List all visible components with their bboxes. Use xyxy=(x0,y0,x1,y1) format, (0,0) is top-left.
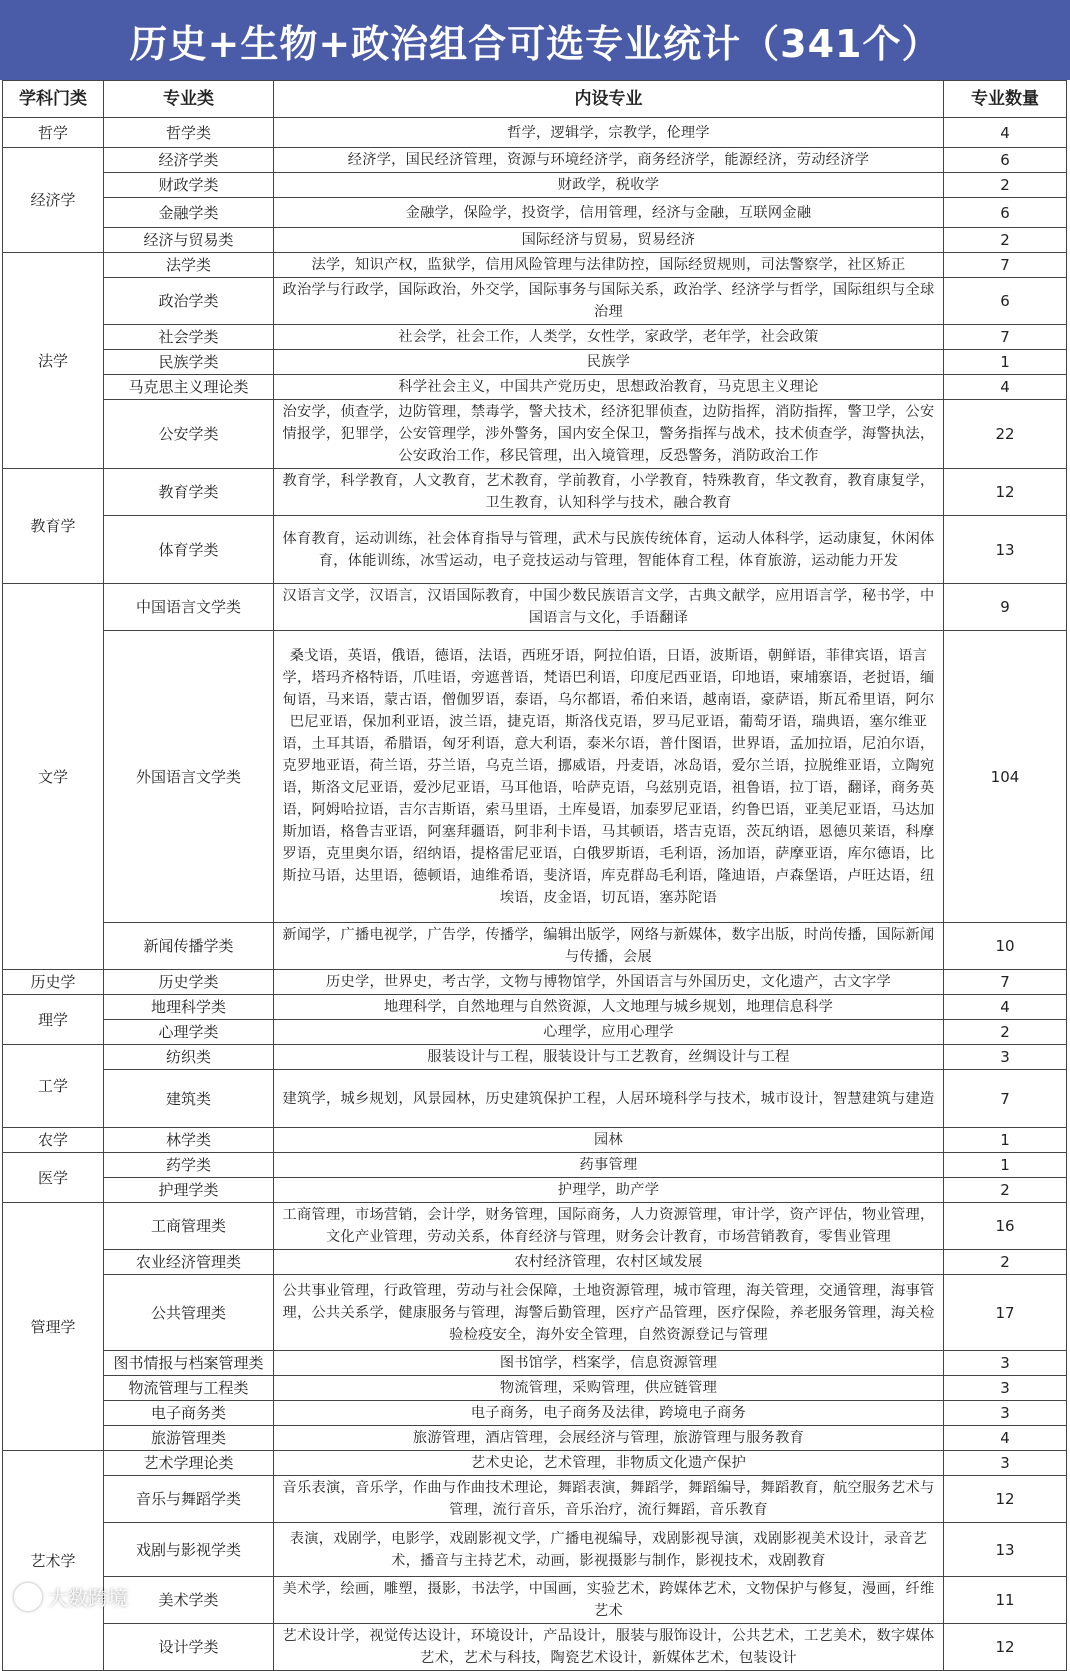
table-row xyxy=(3,1020,1067,1045)
major-count-cell: 3 xyxy=(944,1351,1067,1376)
major-class-cell: 经济与贸易类 xyxy=(104,228,274,253)
discipline-category-cell: 管理学 xyxy=(3,1203,104,1451)
majors-list-cell: 财政学，税收学 xyxy=(274,173,944,198)
header-count: 专业数量 xyxy=(944,81,1067,118)
major-count-cell: 3 xyxy=(944,1045,1067,1070)
major-class-cell: 林学类 xyxy=(104,1128,274,1153)
major-count-cell: 7 xyxy=(944,970,1067,995)
table-row xyxy=(3,198,1067,228)
major-class-cell: 马克思主义理论类 xyxy=(104,375,274,400)
discipline-category-cell: 医学 xyxy=(3,1153,104,1203)
major-class-cell: 音乐与舞蹈学类 xyxy=(104,1476,274,1523)
table-row xyxy=(3,350,1067,375)
table-row xyxy=(3,1624,1067,1671)
major-class-cell: 物流管理与工程类 xyxy=(104,1376,274,1401)
major-count-cell: 4 xyxy=(944,1426,1067,1451)
major-count-cell: 2 xyxy=(944,1178,1067,1203)
table-row xyxy=(3,631,1067,923)
majors-list-cell: 公共事业管理，行政管理，劳动与社会保障，土地资源管理，城市管理，海关管理，交通管理，海事管理，公共关系学，健康服务与管理，海警后勤管理，医疗产品管理，医疗保险，养老服务管理，海关检验检疫安全，海外安全管理，自然资源登记与管理 xyxy=(274,1275,944,1351)
major-count-cell: 3 xyxy=(944,1376,1067,1401)
discipline-category-cell: 历史学 xyxy=(3,970,104,995)
major-count-cell: 9 xyxy=(944,584,1067,631)
watermark-text: 大数跨境 xyxy=(48,1586,128,1610)
majors-list-cell: 建筑学，城乡规划，风景园林，历史建筑保护工程，人居环境科学与技术，城市设计，智慧建筑与建造 xyxy=(274,1070,944,1128)
major-count-cell: 12 xyxy=(944,1624,1067,1671)
discipline-category-cell: 法学 xyxy=(3,253,104,469)
majors-list-cell: 新闻学，广播电视学，广告学，传播学，编辑出版学，网络与新媒体，数字出版，时尚传播，国际新闻与传播，会展 xyxy=(274,923,944,970)
major-class-cell: 工商管理类 xyxy=(104,1203,274,1250)
major-class-cell: 法学类 xyxy=(104,253,274,278)
major-count-cell: 2 xyxy=(944,1250,1067,1275)
majors-list-cell: 工商管理，市场营销，会计学，财务管理，国际商务，人力资源管理，审计学，资产评估，物业管理，文化产业管理，劳动关系，体育经济与管理，财务会计教育，市场营销教育，零售业管理 xyxy=(274,1203,944,1250)
major-class-cell: 农业经济管理类 xyxy=(104,1250,274,1275)
table-row xyxy=(3,1178,1067,1203)
major-count-cell: 7 xyxy=(944,1070,1067,1128)
major-class-cell: 中国语言文学类 xyxy=(104,584,274,631)
major-count-cell: 4 xyxy=(944,375,1067,400)
major-class-cell: 护理学类 xyxy=(104,1178,274,1203)
major-count-cell: 1 xyxy=(944,1153,1067,1178)
header-majors: 内设专业 xyxy=(274,81,944,118)
majors-list-cell: 政治学与行政学，国际政治，外交学，国际事务与国际关系，政治学、经济学与哲学，国际组织与全球治理 xyxy=(274,278,944,325)
majors-list-cell: 音乐表演，音乐学，作曲与作曲技术理论，舞蹈表演，舞蹈学，舞蹈编导，舞蹈教育，航空服务艺术与管理，流行音乐，音乐治疗，流行舞蹈，音乐教育 xyxy=(274,1476,944,1523)
table-row xyxy=(3,325,1067,350)
major-class-cell: 新闻传播学类 xyxy=(104,923,274,970)
table-row xyxy=(3,228,1067,253)
majors-list-cell: 美术学，绘画，雕塑，摄影，书法学，中国画，实验艺术，跨媒体艺术，文物保护与修复，漫画，纤维艺术 xyxy=(274,1577,944,1624)
table-row xyxy=(3,1070,1067,1128)
majors-list-cell: 教育学，科学教育，人文教育，艺术教育，学前教育，小学教育，特殊教育，华文教育，教育康复学，卫生教育，认知科学与技术，融合教育 xyxy=(274,469,944,516)
majors-list-cell: 民族学 xyxy=(274,350,944,375)
table-row xyxy=(3,278,1067,325)
table-header-row xyxy=(3,81,1067,118)
discipline-category-cell: 农学 xyxy=(3,1128,104,1153)
table-row xyxy=(3,516,1067,584)
major-count-cell: 7 xyxy=(944,325,1067,350)
majors-list-cell: 图书馆学，档案学，信息资源管理 xyxy=(274,1351,944,1376)
major-count-cell: 3 xyxy=(944,1451,1067,1476)
majors-list-cell: 治安学，侦查学，边防管理，禁毒学，警犬技术，经济犯罪侦查，边防指挥，消防指挥，警卫学，公安情报学，犯罪学，公安管理学，涉外警务，国内安全保卫，警务指挥与战术，技术侦查学，海警执法，公安政治工作，移民管理，出入境管理，反恐警务，消防政治工作 xyxy=(274,400,944,469)
major-class-cell: 财政学类 xyxy=(104,173,274,198)
major-class-cell: 历史学类 xyxy=(104,970,274,995)
discipline-category-cell: 理学 xyxy=(3,995,104,1045)
majors-list-cell: 历史学，世界史，考古学，文物与博物馆学，外国语言与外国历史，文化遗产，古文字学 xyxy=(274,970,944,995)
major-count-cell: 6 xyxy=(944,278,1067,325)
discipline-category-cell: 经济学 xyxy=(3,148,104,253)
discipline-category-cell: 哲学 xyxy=(3,118,104,148)
discipline-category-cell: 艺术学 xyxy=(3,1451,104,1671)
major-count-cell: 4 xyxy=(944,995,1067,1020)
table-row xyxy=(3,1128,1067,1153)
major-class-cell: 民族学类 xyxy=(104,350,274,375)
major-class-cell: 戏剧与影视学类 xyxy=(104,1523,274,1577)
major-class-cell: 外国语言文学类 xyxy=(104,631,274,923)
major-count-cell: 6 xyxy=(944,148,1067,173)
major-class-cell: 公共管理类 xyxy=(104,1275,274,1351)
discipline-category-cell: 文学 xyxy=(3,584,104,970)
table-row xyxy=(3,584,1067,631)
major-class-cell: 纺织类 xyxy=(104,1045,274,1070)
table-row xyxy=(3,1275,1067,1351)
majors-list-cell: 科学社会主义，中国共产党历史，思想政治教育，马克思主义理论 xyxy=(274,375,944,400)
major-count-cell: 7 xyxy=(944,253,1067,278)
table-row xyxy=(3,1045,1067,1070)
majors-list-cell: 农村经济管理，农村区域发展 xyxy=(274,1250,944,1275)
major-class-cell: 旅游管理类 xyxy=(104,1426,274,1451)
majors-list-cell: 心理学，应用心理学 xyxy=(274,1020,944,1045)
major-count-cell: 104 xyxy=(944,631,1067,923)
majors-list-cell: 法学，知识产权，监狱学，信用风险管理与法律防控，国际经贸规则，司法警察学，社区矫正 xyxy=(274,253,944,278)
major-class-cell: 设计学类 xyxy=(104,1624,274,1671)
majors-list-cell: 药事管理 xyxy=(274,1153,944,1178)
table-row xyxy=(3,1401,1067,1426)
major-class-cell: 药学类 xyxy=(104,1153,274,1178)
major-count-cell: 4 xyxy=(944,118,1067,148)
major-class-cell: 政治学类 xyxy=(104,278,274,325)
majors-list-cell: 服装设计与工程，服装设计与工艺教育，丝绸设计与工程 xyxy=(274,1045,944,1070)
major-count-cell: 22 xyxy=(944,400,1067,469)
major-class-cell: 电子商务类 xyxy=(104,1401,274,1426)
majors-list-cell: 经济学，国民经济管理，资源与环境经济学，商务经济学，能源经济，劳动经济学 xyxy=(274,148,944,173)
major-class-cell: 建筑类 xyxy=(104,1070,274,1128)
majors-list-cell: 桑戈语，英语，俄语，德语，法语，西班牙语，阿拉伯语，日语，波斯语，朝鲜语，菲律宾语，语言学，塔玛齐格特语，爪哇语，旁遮普语，梵语巴利语，印度尼西亚语，印地语，柬埔寨语，老挝语，缅甸语，马来语，蒙古语，僧伽罗语，泰语，乌尔都语，希伯来语，越南语，豪萨语，斯瓦希里语，阿尔巴尼亚语，保加利亚语，波兰语，捷克语，斯洛伐克语，罗马尼亚语，葡萄牙语，瑞典语，塞尔维亚语，土耳其语，希腊语，匈牙利语，意大利语，泰米尔语，普什图语，世界语，孟加拉语，尼泊尔语，克罗地亚语，荷兰语，芬兰语，乌克兰语，挪威语，丹麦语，冰岛语，爱尔兰语，拉脱维亚语，立陶宛语，斯洛文尼亚语，爱沙尼亚语，马耳他语，哈萨克语，乌兹别克语，祖鲁语，拉丁语，翻译，商务英语，阿姆哈拉语，吉尔吉斯语，索马里语，土库曼语，加泰罗尼亚语，约鲁巴语，亚美尼亚语，马达加斯加语，格鲁吉亚语，阿塞拜疆语，阿非利卡语，马其顿语，塔吉克语，茨瓦纳语，恩德贝莱语，科摩罗语，克里奥尔语，绍纳语，提格雷尼亚语，白俄罗斯语，毛利语，汤加语，萨摩亚语，库尔德语，比斯拉马语，达里语，德顿语，迪维希语，斐济语，库克群岛毛利语，隆迪语，卢森堡语，卢旺达语，纽埃语，皮金语，切瓦语，塞苏陀语 xyxy=(274,631,944,923)
majors-table xyxy=(2,80,1067,1671)
table-body xyxy=(3,118,1067,1671)
major-count-cell: 6 xyxy=(944,198,1067,228)
major-class-cell: 教育学类 xyxy=(104,469,274,516)
major-class-cell: 体育学类 xyxy=(104,516,274,584)
major-count-cell: 3 xyxy=(944,1401,1067,1426)
table-row xyxy=(3,469,1067,516)
table-row xyxy=(3,970,1067,995)
table-row xyxy=(3,148,1067,173)
major-class-cell: 心理学类 xyxy=(104,1020,274,1045)
major-class-cell: 地理科学类 xyxy=(104,995,274,1020)
table-row xyxy=(3,1153,1067,1178)
table-row xyxy=(3,923,1067,970)
major-count-cell: 12 xyxy=(944,1476,1067,1523)
major-count-cell: 1 xyxy=(944,350,1067,375)
major-count-cell: 13 xyxy=(944,1523,1067,1577)
major-count-cell: 11 xyxy=(944,1577,1067,1624)
majors-list-cell: 社会学，社会工作，人类学，女性学，家政学，老年学，社会政策 xyxy=(274,325,944,350)
majors-list-cell: 电子商务，电子商务及法律，跨境电子商务 xyxy=(274,1401,944,1426)
table-row xyxy=(3,995,1067,1020)
majors-list-cell: 金融学，保险学，投资学，信用管理，经济与金融，互联网金融 xyxy=(274,198,944,228)
header-class: 专业类 xyxy=(104,81,274,118)
majors-list-cell: 哲学，逻辑学，宗教学，伦理学 xyxy=(274,118,944,148)
major-count-cell: 2 xyxy=(944,228,1067,253)
major-class-cell: 公安学类 xyxy=(104,400,274,469)
majors-list-cell: 旅游管理，酒店管理，会展经济与管理，旅游管理与服务教育 xyxy=(274,1426,944,1451)
major-class-cell: 金融学类 xyxy=(104,198,274,228)
major-class-cell: 美术学类 xyxy=(104,1577,274,1624)
discipline-category-cell: 教育学 xyxy=(3,469,104,584)
table-row xyxy=(3,1451,1067,1476)
major-class-cell: 哲学类 xyxy=(104,118,274,148)
majors-list-cell: 园林 xyxy=(274,1128,944,1153)
majors-list-cell: 艺术设计学，视觉传达设计，环境设计，产品设计，服装与服饰设计，公共艺术，工艺美术，数字媒体艺术，艺术与科技，陶瓷艺术设计，新媒体艺术，包装设计 xyxy=(274,1624,944,1671)
table-row xyxy=(3,1250,1067,1275)
major-count-cell: 1 xyxy=(944,1128,1067,1153)
major-count-cell: 12 xyxy=(944,469,1067,516)
table-row xyxy=(3,1523,1067,1577)
majors-list-cell: 国际经济与贸易，贸易经济 xyxy=(274,228,944,253)
table-row xyxy=(3,375,1067,400)
major-class-cell: 社会学类 xyxy=(104,325,274,350)
table-row xyxy=(3,1426,1067,1451)
page-title: 历史+生物+政治组合可选专业统计（341个） xyxy=(0,0,1070,80)
major-class-cell: 图书情报与档案管理类 xyxy=(104,1351,274,1376)
major-count-cell: 2 xyxy=(944,1020,1067,1045)
table-row xyxy=(3,1351,1067,1376)
majors-list-cell: 体育教育，运动训练，社会体育指导与管理，武术与民族传统体育，运动人体科学，运动康复，休闲体育，体能训练，冰雪运动，电子竞技运动与管理，智能体育工程，体育旅游，运动能力开发 xyxy=(274,516,944,584)
header-category: 学科门类 xyxy=(3,81,104,118)
major-count-cell: 13 xyxy=(944,516,1067,584)
major-count-cell: 2 xyxy=(944,173,1067,198)
table-row xyxy=(3,173,1067,198)
major-class-cell: 艺术学理论类 xyxy=(104,1451,274,1476)
table-row xyxy=(3,1577,1067,1624)
table-row xyxy=(3,1376,1067,1401)
table-row xyxy=(3,118,1067,148)
major-class-cell: 经济学类 xyxy=(104,148,274,173)
majors-list-cell: 汉语言文学，汉语言，汉语国际教育，中国少数民族语言文学，古典文献学，应用语言学，秘书学，中国语言与文化，手语翻译 xyxy=(274,584,944,631)
majors-list-cell: 物流管理，采购管理，供应链管理 xyxy=(274,1376,944,1401)
table-row xyxy=(3,1203,1067,1250)
table-row xyxy=(3,400,1067,469)
major-count-cell: 16 xyxy=(944,1203,1067,1250)
table-row xyxy=(3,1476,1067,1523)
major-count-cell: 10 xyxy=(944,923,1067,970)
majors-list-cell: 表演，戏剧学，电影学，戏剧影视文学，广播电视编导，戏剧影视导演，戏剧影视美术设计，录音艺术，播音与主持艺术，动画，影视摄影与制作，影视技术，戏剧教育 xyxy=(274,1523,944,1577)
majors-list-cell: 地理科学，自然地理与自然资源，人文地理与城乡规划，地理信息科学 xyxy=(274,995,944,1020)
discipline-category-cell: 工学 xyxy=(3,1045,104,1128)
major-count-cell: 17 xyxy=(944,1275,1067,1351)
majors-list-cell: 艺术史论，艺术管理，非物质文化遗产保护 xyxy=(274,1451,944,1476)
majors-list-cell: 护理学，助产学 xyxy=(274,1178,944,1203)
watermark-logo-icon xyxy=(14,1583,42,1611)
table-row xyxy=(3,253,1067,278)
watermark xyxy=(14,1582,128,1611)
